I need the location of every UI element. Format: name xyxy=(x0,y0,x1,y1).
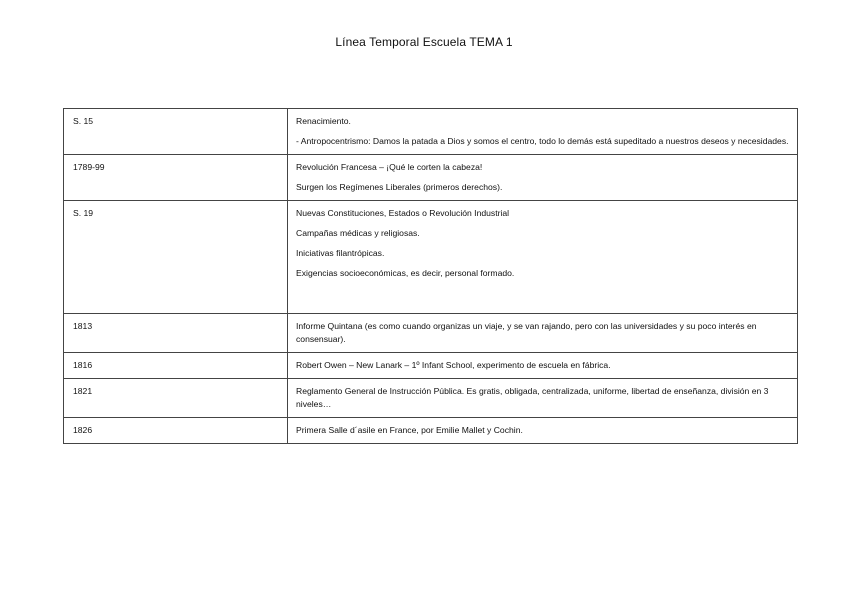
document-title: Línea Temporal Escuela TEMA 1 xyxy=(335,35,513,49)
event-cell xyxy=(288,109,798,155)
event-text: Revolución Francesa – ¡Qué le corten la cabeza! xyxy=(296,162,483,172)
timeline-table xyxy=(63,108,798,444)
event-text: Robert Owen – New Lanark – 1º Infant School, experimento de escuela en fábrica. xyxy=(296,360,611,370)
event-text: Informe Quintana (es como cuando organizas un viaje, y se van rajando, pero con las universidades y su poco interés en consensuar). xyxy=(296,321,757,344)
event-text: - Antropocentrismo: Damos la patada a Dios y somos el centro, todo lo demás está supeditado a nuestros deseos y necesidades. xyxy=(296,136,789,146)
event-text: Surgen los Regímenes Liberales (primeros derechos). xyxy=(296,182,503,192)
date-cell: 1789-99 xyxy=(64,155,288,201)
table-row xyxy=(64,314,798,353)
event-cell xyxy=(288,353,798,379)
event-text: Exigencias socioeconómicas, es decir, personal formado. xyxy=(296,268,515,278)
event-text: Campañas médicas y religiosas. xyxy=(296,228,420,238)
event-text: Reglamento General de Instrucción Pública. Es gratis, obligada, centralizada, uniforme, libertad de enseñanza, división en 3 niveles… xyxy=(296,386,769,409)
event-cell xyxy=(288,418,798,444)
event-cell xyxy=(288,155,798,201)
table-row xyxy=(64,418,798,444)
event-cell xyxy=(288,314,798,353)
event-text: Nuevas Constituciones, Estados o Revolución Industrial xyxy=(296,208,510,218)
date-cell: 1816 xyxy=(64,353,288,379)
table-row xyxy=(64,201,798,314)
table-row xyxy=(64,109,798,155)
date-cell: S. 19 xyxy=(64,201,288,314)
event-text: Renacimiento. xyxy=(296,116,351,126)
event-text: Primera Salle d´asile en France, por Emilie Mallet y Cochin. xyxy=(296,425,523,435)
table-row xyxy=(64,353,798,379)
table-row xyxy=(64,379,798,418)
event-cell xyxy=(288,379,798,418)
event-cell xyxy=(288,201,798,314)
date-cell: 1826 xyxy=(64,418,288,444)
date-cell: 1813 xyxy=(64,314,288,353)
date-cell: 1821 xyxy=(64,379,288,418)
date-cell: S. 15 xyxy=(64,109,288,155)
table-row xyxy=(64,155,798,201)
event-text: Iniciativas filantrópicas. xyxy=(296,248,385,258)
